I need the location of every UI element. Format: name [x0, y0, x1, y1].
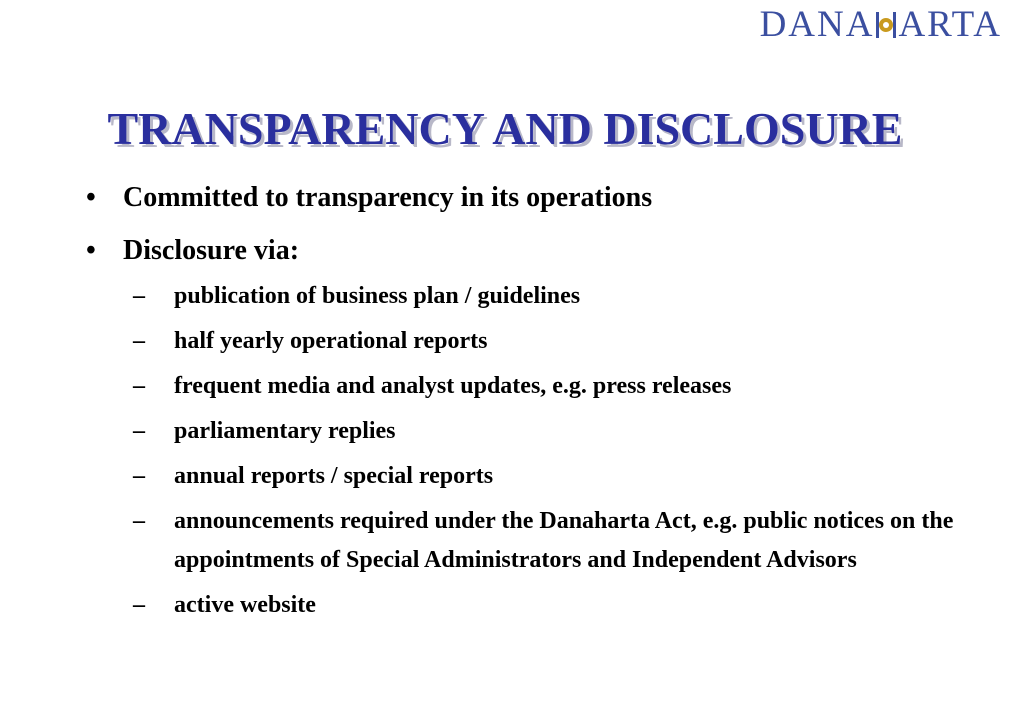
dash-marker: –: [133, 418, 145, 444]
sub-bullet-text: publication of business plan / guidelines: [174, 283, 581, 309]
sub-bullet-text: parliamentary replies: [174, 418, 396, 444]
logo-text-left: DANA: [759, 4, 875, 45]
sub-bullet-text: frequent media and analyst updates, e.g. press releases: [174, 373, 732, 399]
sub-bullet-item: [133, 412, 964, 451]
dash-marker: –: [133, 463, 145, 489]
bullet-marker: •: [86, 182, 96, 213]
bullet-list: [84, 180, 964, 642]
dash-marker: –: [133, 592, 145, 618]
dash-marker: –: [133, 508, 145, 534]
dash-marker: –: [133, 373, 145, 399]
bullet-text: Disclosure via:: [123, 235, 300, 266]
bullet-item: [84, 233, 964, 625]
dash-marker: –: [133, 283, 145, 309]
sub-bullet-item: [133, 457, 964, 496]
bullet-text: Committed to transparency in its operations: [123, 182, 653, 213]
bullet-marker: •: [86, 235, 96, 266]
sub-bullet-text: annual reports / special reports: [174, 463, 494, 489]
sub-bullet-item: [133, 277, 964, 316]
sub-bullet-item: [133, 502, 964, 580]
dash-marker: –: [133, 328, 145, 354]
sub-bullet-item: [133, 367, 964, 406]
sub-bullet-text: active website: [174, 592, 316, 618]
danaharta-logo: [760, 6, 1002, 43]
sub-bullet-list: [132, 277, 964, 625]
sub-bullet-text: half yearly operational reports: [174, 328, 488, 354]
sub-bullet-item: [133, 322, 964, 361]
logo-emblem-icon: [875, 10, 897, 40]
slide-title: TRANSPARENCY AND DISCLOSURE: [107, 103, 903, 154]
sub-bullet-text: announcements required under the Danaharta Act, e.g. public notices on the appointments of Special Administrators and Independent Advisors: [174, 508, 954, 573]
sub-bullet-item: [133, 586, 964, 625]
bullet-item: [84, 180, 964, 216]
logo-text-right: ARTA: [898, 4, 1002, 45]
